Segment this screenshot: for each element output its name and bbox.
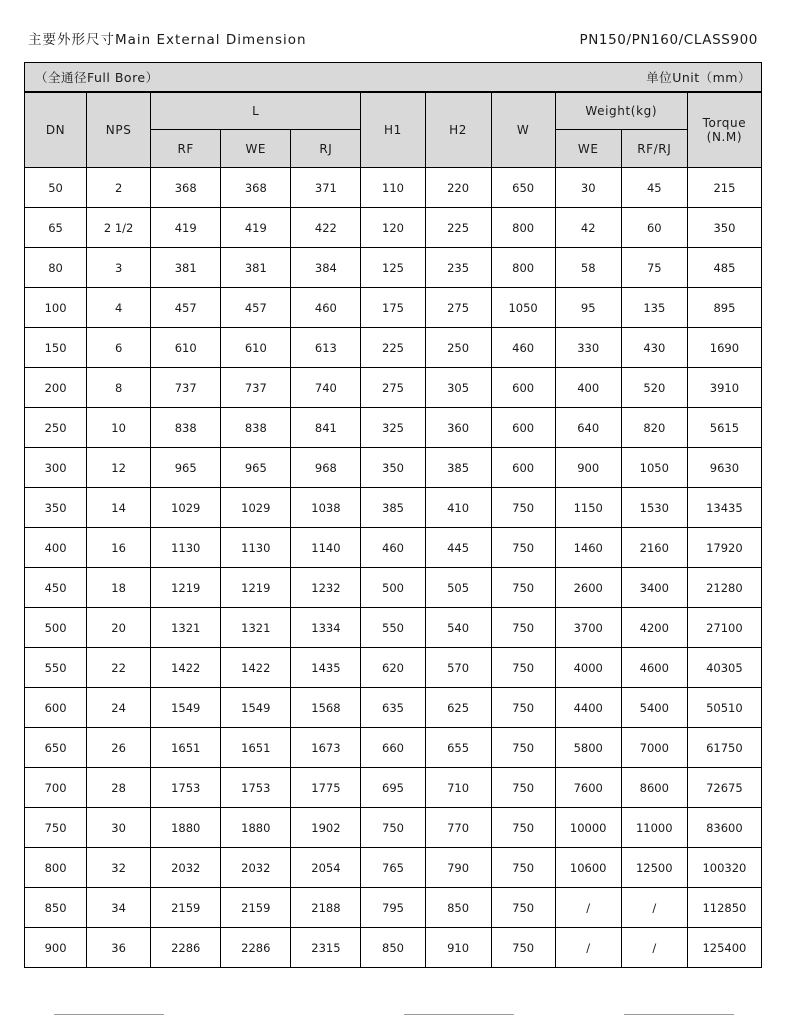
- col-header-l-rf: RF: [151, 130, 221, 168]
- cell-nps: 2 1/2: [87, 208, 151, 248]
- cell-weight-we: 58: [555, 248, 621, 288]
- cell-weight-rfrj: 75: [621, 248, 687, 288]
- cell-w: 750: [491, 768, 555, 808]
- unit-label: 单位Unit（mm）: [646, 70, 751, 85]
- cell-l-rj: 422: [291, 208, 361, 248]
- cell-w: 600: [491, 448, 555, 488]
- cell-h2: 770: [425, 808, 491, 848]
- cell-l-we: 381: [221, 248, 291, 288]
- cell-l-rf: 1880: [151, 808, 221, 848]
- cell-l-we: 1130: [221, 528, 291, 568]
- cell-l-rf: 838: [151, 408, 221, 448]
- table-row: [25, 408, 762, 448]
- cell-l-rf: 1753: [151, 768, 221, 808]
- cell-l-we: 838: [221, 408, 291, 448]
- cell-dn: 150: [25, 328, 87, 368]
- cell-l-we: 457: [221, 288, 291, 328]
- cell-l-rj: 371: [291, 168, 361, 208]
- cell-dn: 100: [25, 288, 87, 328]
- cell-l-rj: 1334: [291, 608, 361, 648]
- footer-mark-left: [54, 1014, 164, 1015]
- cell-w: 600: [491, 408, 555, 448]
- cell-weight-rfrj: 45: [621, 168, 687, 208]
- cell-l-rj: 1902: [291, 808, 361, 848]
- cell-nps: 2: [87, 168, 151, 208]
- col-header-h1: H1: [361, 93, 425, 168]
- cell-weight-rfrj: /: [621, 888, 687, 928]
- table-row: [25, 528, 762, 568]
- cell-dn: 80: [25, 248, 87, 288]
- cell-w: 800: [491, 248, 555, 288]
- cell-w: 750: [491, 808, 555, 848]
- cell-dn: 900: [25, 928, 87, 968]
- cell-weight-we: /: [555, 928, 621, 968]
- cell-h2: 540: [425, 608, 491, 648]
- cell-l-we: 1880: [221, 808, 291, 848]
- cell-h1: 550: [361, 608, 425, 648]
- cell-h1: 635: [361, 688, 425, 728]
- cell-nps: 18: [87, 568, 151, 608]
- cell-h1: 765: [361, 848, 425, 888]
- footer-mark-right: [624, 1014, 734, 1015]
- cell-l-rj: 1568: [291, 688, 361, 728]
- cell-torque: 100320: [687, 848, 761, 888]
- cell-l-we: 1753: [221, 768, 291, 808]
- col-header-dn: DN: [25, 93, 87, 168]
- cell-weight-rfrj: 4600: [621, 648, 687, 688]
- cell-weight-we: 4400: [555, 688, 621, 728]
- cell-dn: 750: [25, 808, 87, 848]
- cell-nps: 32: [87, 848, 151, 888]
- cell-h1: 325: [361, 408, 425, 448]
- cell-h2: 360: [425, 408, 491, 448]
- cell-h1: 750: [361, 808, 425, 848]
- table-row: [25, 768, 762, 808]
- cell-l-rf: 2032: [151, 848, 221, 888]
- cell-weight-rfrj: 60: [621, 208, 687, 248]
- cell-nps: 36: [87, 928, 151, 968]
- cell-l-rj: 740: [291, 368, 361, 408]
- cell-torque: 17920: [687, 528, 761, 568]
- table-row: [25, 848, 762, 888]
- cell-h1: 695: [361, 768, 425, 808]
- table-row: [25, 288, 762, 328]
- cell-weight-we: 42: [555, 208, 621, 248]
- cell-weight-we: 400: [555, 368, 621, 408]
- cell-dn: 50: [25, 168, 87, 208]
- cell-l-rf: 368: [151, 168, 221, 208]
- table-row: [25, 208, 762, 248]
- cell-w: 460: [491, 328, 555, 368]
- col-header-torque-line2: (N.M): [706, 130, 743, 144]
- cell-torque: 13435: [687, 488, 761, 528]
- table-row: [25, 168, 762, 208]
- cell-weight-we: 330: [555, 328, 621, 368]
- cell-nps: 14: [87, 488, 151, 528]
- col-group-header-l: L: [151, 93, 361, 130]
- table-row: [25, 328, 762, 368]
- cell-l-rj: 460: [291, 288, 361, 328]
- table-row: [25, 448, 762, 488]
- cell-l-rf: 457: [151, 288, 221, 328]
- cell-l-rj: 1140: [291, 528, 361, 568]
- cell-l-rf: 1219: [151, 568, 221, 608]
- table-header: [25, 93, 762, 168]
- cell-l-we: 1321: [221, 608, 291, 648]
- cell-dn: 550: [25, 648, 87, 688]
- cell-l-rj: 1038: [291, 488, 361, 528]
- cell-weight-we: /: [555, 888, 621, 928]
- cell-h1: 795: [361, 888, 425, 928]
- cell-dn: 400: [25, 528, 87, 568]
- cell-weight-we: 30: [555, 168, 621, 208]
- cell-nps: 24: [87, 688, 151, 728]
- cell-nps: 34: [87, 888, 151, 928]
- cell-torque: 350: [687, 208, 761, 248]
- cell-weight-we: 1150: [555, 488, 621, 528]
- col-header-weight-rfrj: RF/RJ: [621, 130, 687, 168]
- cell-torque: 40305: [687, 648, 761, 688]
- cell-weight-rfrj: 520: [621, 368, 687, 408]
- cell-l-rf: 419: [151, 208, 221, 248]
- cell-l-rf: 381: [151, 248, 221, 288]
- cell-weight-we: 7600: [555, 768, 621, 808]
- cell-w: 1050: [491, 288, 555, 328]
- cell-h2: 250: [425, 328, 491, 368]
- table-row: [25, 368, 762, 408]
- cell-dn: 650: [25, 728, 87, 768]
- cell-torque: 9630: [687, 448, 761, 488]
- page-footer-marks: [24, 1010, 762, 1022]
- cell-w: 800: [491, 208, 555, 248]
- cell-nps: 6: [87, 328, 151, 368]
- cell-dn: 450: [25, 568, 87, 608]
- cell-w: 750: [491, 688, 555, 728]
- cell-h2: 445: [425, 528, 491, 568]
- cell-h2: 225: [425, 208, 491, 248]
- cell-l-rj: 841: [291, 408, 361, 448]
- cell-w: 750: [491, 888, 555, 928]
- cell-weight-rfrj: 430: [621, 328, 687, 368]
- cell-w: 750: [491, 928, 555, 968]
- cell-l-we: 1029: [221, 488, 291, 528]
- cell-weight-rfrj: 4200: [621, 608, 687, 648]
- table-row: [25, 888, 762, 928]
- cell-h2: 710: [425, 768, 491, 808]
- table-row: [25, 568, 762, 608]
- cell-w: 750: [491, 488, 555, 528]
- cell-h1: 120: [361, 208, 425, 248]
- cell-l-we: 1422: [221, 648, 291, 688]
- cell-nps: 3: [87, 248, 151, 288]
- cell-l-we: 1219: [221, 568, 291, 608]
- cell-w: 750: [491, 728, 555, 768]
- cell-l-rf: 1651: [151, 728, 221, 768]
- cell-torque: 5615: [687, 408, 761, 448]
- cell-l-we: 2159: [221, 888, 291, 928]
- cell-l-rj: 1775: [291, 768, 361, 808]
- cell-h1: 125: [361, 248, 425, 288]
- col-header-weight-we: WE: [555, 130, 621, 168]
- cell-l-rj: 2315: [291, 928, 361, 968]
- cell-weight-rfrj: 7000: [621, 728, 687, 768]
- cell-torque: 61750: [687, 728, 761, 768]
- cell-w: 750: [491, 568, 555, 608]
- cell-h1: 110: [361, 168, 425, 208]
- cell-h2: 220: [425, 168, 491, 208]
- table-row: [25, 928, 762, 968]
- cell-weight-rfrj: 12500: [621, 848, 687, 888]
- cell-dn: 300: [25, 448, 87, 488]
- dimensions-table: [24, 92, 762, 968]
- col-header-torque: [687, 93, 761, 168]
- table-row: [25, 728, 762, 768]
- cell-torque: 3910: [687, 368, 761, 408]
- cell-nps: 16: [87, 528, 151, 568]
- cell-h2: 655: [425, 728, 491, 768]
- cell-torque: 83600: [687, 808, 761, 848]
- cell-w: 750: [491, 528, 555, 568]
- table-row: [25, 648, 762, 688]
- cell-h1: 620: [361, 648, 425, 688]
- cell-h2: 505: [425, 568, 491, 608]
- cell-weight-we: 95: [555, 288, 621, 328]
- cell-l-rj: 2054: [291, 848, 361, 888]
- footer-mark-center: [404, 1014, 514, 1015]
- cell-l-rf: 1549: [151, 688, 221, 728]
- cell-nps: 8: [87, 368, 151, 408]
- cell-nps: 30: [87, 808, 151, 848]
- cell-h2: 625: [425, 688, 491, 728]
- cell-l-we: 419: [221, 208, 291, 248]
- cell-nps: 28: [87, 768, 151, 808]
- cell-weight-we: 2600: [555, 568, 621, 608]
- cell-weight-rfrj: 2160: [621, 528, 687, 568]
- cell-weight-rfrj: 8600: [621, 768, 687, 808]
- cell-h1: 460: [361, 528, 425, 568]
- cell-dn: 500: [25, 608, 87, 648]
- subtitle-bar: [24, 62, 762, 92]
- cell-dn: 200: [25, 368, 87, 408]
- cell-h1: 175: [361, 288, 425, 328]
- cell-w: 750: [491, 648, 555, 688]
- cell-w: 750: [491, 848, 555, 888]
- cell-l-rf: 1321: [151, 608, 221, 648]
- cell-l-rf: 2159: [151, 888, 221, 928]
- cell-dn: 250: [25, 408, 87, 448]
- cell-weight-we: 1460: [555, 528, 621, 568]
- cell-l-we: 368: [221, 168, 291, 208]
- cell-torque: 125400: [687, 928, 761, 968]
- cell-h2: 305: [425, 368, 491, 408]
- col-header-l-rj: RJ: [291, 130, 361, 168]
- cell-l-rj: 1673: [291, 728, 361, 768]
- cell-w: 650: [491, 168, 555, 208]
- cell-weight-rfrj: /: [621, 928, 687, 968]
- col-header-w: W: [491, 93, 555, 168]
- cell-w: 750: [491, 608, 555, 648]
- cell-torque: 1690: [687, 328, 761, 368]
- cell-l-rj: 1435: [291, 648, 361, 688]
- cell-nps: 4: [87, 288, 151, 328]
- cell-nps: 22: [87, 648, 151, 688]
- table-row: [25, 688, 762, 728]
- cell-l-rf: 965: [151, 448, 221, 488]
- col-header-nps: NPS: [87, 93, 151, 168]
- table-row: [25, 488, 762, 528]
- cell-weight-rfrj: 11000: [621, 808, 687, 848]
- cell-dn: 700: [25, 768, 87, 808]
- cell-h1: 225: [361, 328, 425, 368]
- cell-torque: 21280: [687, 568, 761, 608]
- cell-dn: 65: [25, 208, 87, 248]
- cell-l-rf: 1029: [151, 488, 221, 528]
- cell-weight-we: 640: [555, 408, 621, 448]
- cell-weight-we: 5800: [555, 728, 621, 768]
- cell-l-rj: 968: [291, 448, 361, 488]
- cell-torque: 215: [687, 168, 761, 208]
- cell-l-rj: 613: [291, 328, 361, 368]
- cell-w: 600: [491, 368, 555, 408]
- cell-nps: 26: [87, 728, 151, 768]
- col-header-l-we: WE: [221, 130, 291, 168]
- page-title: 主要外形尺寸Main External Dimension: [28, 32, 307, 48]
- col-header-torque-line1: Torque: [702, 116, 747, 130]
- cell-l-we: 1651: [221, 728, 291, 768]
- cell-torque: 895: [687, 288, 761, 328]
- cell-torque: 50510: [687, 688, 761, 728]
- cell-l-rf: 1130: [151, 528, 221, 568]
- cell-h2: 910: [425, 928, 491, 968]
- cell-l-rj: 384: [291, 248, 361, 288]
- cell-dn: 850: [25, 888, 87, 928]
- cell-nps: 20: [87, 608, 151, 648]
- cell-h2: 790: [425, 848, 491, 888]
- cell-l-rf: 737: [151, 368, 221, 408]
- cell-h2: 235: [425, 248, 491, 288]
- cell-l-rf: 1422: [151, 648, 221, 688]
- cell-weight-rfrj: 3400: [621, 568, 687, 608]
- cell-h2: 410: [425, 488, 491, 528]
- cell-torque: 72675: [687, 768, 761, 808]
- col-header-h2: H2: [425, 93, 491, 168]
- cell-dn: 350: [25, 488, 87, 528]
- table-row: [25, 808, 762, 848]
- cell-torque: 27100: [687, 608, 761, 648]
- col-group-header-weight: Weight(kg): [555, 93, 687, 130]
- pressure-rating-label: PN150/PN160/CLASS900: [579, 32, 758, 48]
- cell-weight-we: 3700: [555, 608, 621, 648]
- cell-nps: 12: [87, 448, 151, 488]
- cell-h1: 275: [361, 368, 425, 408]
- document-header: [24, 28, 762, 48]
- cell-l-we: 965: [221, 448, 291, 488]
- cell-h1: 350: [361, 448, 425, 488]
- table-row: [25, 608, 762, 648]
- bore-type-label: （全通径Full Bore）: [35, 70, 159, 85]
- cell-l-we: 737: [221, 368, 291, 408]
- cell-weight-rfrj: 820: [621, 408, 687, 448]
- cell-h1: 385: [361, 488, 425, 528]
- cell-l-we: 2032: [221, 848, 291, 888]
- cell-h2: 275: [425, 288, 491, 328]
- cell-l-rj: 1232: [291, 568, 361, 608]
- cell-weight-rfrj: 135: [621, 288, 687, 328]
- cell-h2: 385: [425, 448, 491, 488]
- cell-h1: 660: [361, 728, 425, 768]
- cell-dn: 600: [25, 688, 87, 728]
- cell-torque: 485: [687, 248, 761, 288]
- cell-weight-rfrj: 1050: [621, 448, 687, 488]
- table-row: [25, 248, 762, 288]
- cell-l-rj: 2188: [291, 888, 361, 928]
- cell-torque: 112850: [687, 888, 761, 928]
- cell-l-rf: 610: [151, 328, 221, 368]
- cell-weight-we: 900: [555, 448, 621, 488]
- cell-weight-we: 10000: [555, 808, 621, 848]
- cell-nps: 10: [87, 408, 151, 448]
- cell-l-rf: 2286: [151, 928, 221, 968]
- cell-weight-rfrj: 1530: [621, 488, 687, 528]
- cell-l-we: 2286: [221, 928, 291, 968]
- cell-dn: 800: [25, 848, 87, 888]
- cell-weight-rfrj: 5400: [621, 688, 687, 728]
- cell-weight-we: 10600: [555, 848, 621, 888]
- cell-h2: 850: [425, 888, 491, 928]
- cell-h2: 570: [425, 648, 491, 688]
- cell-h1: 850: [361, 928, 425, 968]
- table-body: [25, 168, 762, 968]
- cell-l-we: 610: [221, 328, 291, 368]
- cell-l-we: 1549: [221, 688, 291, 728]
- cell-weight-we: 4000: [555, 648, 621, 688]
- cell-h1: 500: [361, 568, 425, 608]
